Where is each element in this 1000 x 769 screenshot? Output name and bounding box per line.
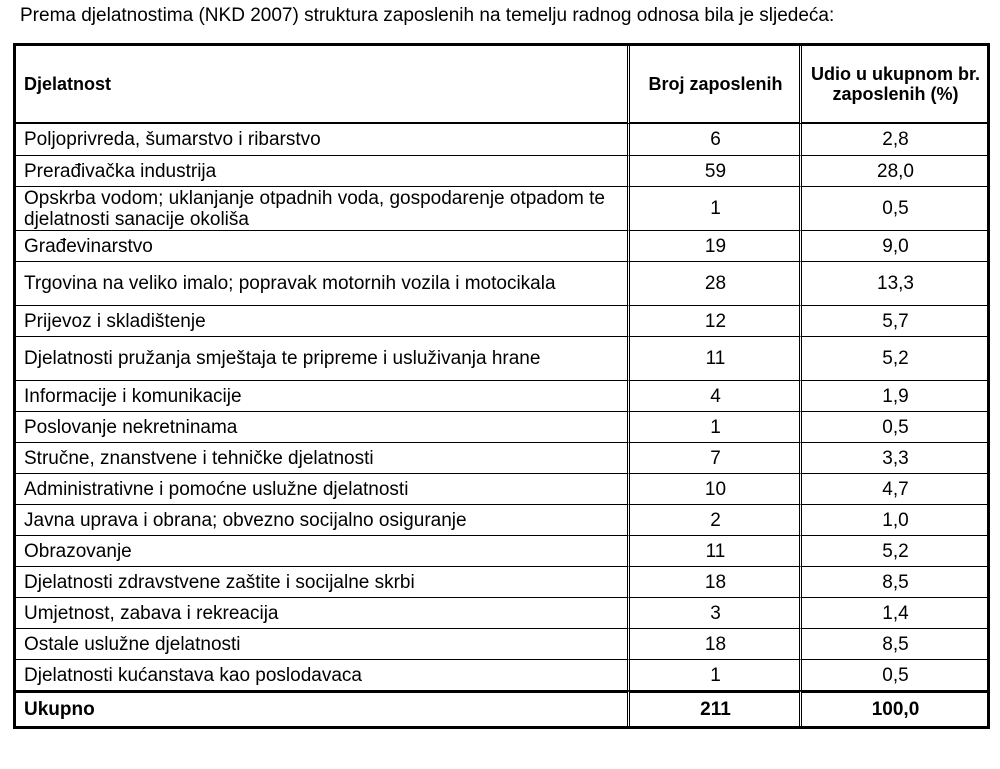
table-row [16,230,987,261]
cell-count: 4 [627,380,799,411]
cell-share: 1,0 [799,504,987,535]
total-share: 100,0 [799,690,987,726]
table-row [16,473,987,504]
cell-activity: Opskrba vodom; uklanjanje otpadnih voda, gospodarenje otpadom te djelatnosti sanacije okoliša [16,186,627,230]
cell-count: 1 [627,186,799,230]
table-header-row [16,46,987,124]
cell-share: 3,3 [799,442,987,473]
cell-count: 1 [627,411,799,442]
cell-share: 13,3 [799,261,987,305]
cell-count: 59 [627,155,799,186]
cell-count: 18 [627,566,799,597]
cell-share: 5,7 [799,305,987,336]
cell-activity: Poljoprivreda, šumarstvo i ribarstvo [24,129,321,150]
cell-count: 1 [627,659,799,690]
cell-share: 0,5 [799,411,987,442]
cell-activity: Djelatnosti kućanstava kao poslodavaca [16,659,627,690]
cell-activity: Informacije i komunikacije [16,380,627,411]
cell-share: 8,5 [799,566,987,597]
cell-count: 18 [627,628,799,659]
table-row [16,155,987,186]
cell-count: 7 [627,442,799,473]
table-row [16,442,987,473]
cell-count: 11 [627,336,799,380]
cell-activity: Stručne, znanstvene i tehničke djelatnosti [16,442,627,473]
cell-share: 8,5 [799,628,987,659]
table-body [16,124,987,690]
table-total-row [16,690,987,726]
table-row [16,261,987,305]
cell-activity: Obrazovanje [16,535,627,566]
cell-count: 19 [627,230,799,261]
table-row [16,566,987,597]
table-row [16,504,987,535]
total-label: Ukupno [16,690,627,726]
table-row [16,628,987,659]
table-row [16,186,987,230]
employment-structure-table [13,43,990,729]
cell-count: 3 [627,597,799,628]
cell-share: 4,7 [799,473,987,504]
cell-activity: Djelatnosti zdravstvene zaštite i socijalne skrbi [16,566,627,597]
table-row [16,336,987,380]
cell-activity: Djelatnosti pružanja smještaja te pripreme i usluživanja hrane [16,336,627,380]
cell-activity: Umjetnost, zabava i rekreacija [16,597,627,628]
cell-share: 28,0 [799,155,987,186]
cell-share: 5,2 [799,336,987,380]
cell-count: 10 [627,473,799,504]
cell-activity: Građevinarstvo [16,230,627,261]
cell-share: 5,2 [799,535,987,566]
table-row [16,535,987,566]
cell-count: 12 [627,305,799,336]
cell-activity: Administrativne i pomoćne uslužne djelatnosti [16,473,627,504]
cell-share: 1,9 [799,380,987,411]
cell-share: 2,8 [799,124,987,155]
header-activity: Djelatnost [16,46,627,124]
table-row [16,597,987,628]
cell-activity: Javna uprava i obrana; obvezno socijalno osiguranje [16,504,627,535]
cell-share: 0,5 [799,186,987,230]
cell-count: 28 [627,261,799,305]
table-row [16,124,987,155]
cell-activity: Prerađivačka industrija [16,155,627,186]
cell-activity: Ostale uslužne djelatnosti [16,628,627,659]
cell-count: 2 [627,504,799,535]
cell-share: 0,5 [799,659,987,690]
header-count: Broj zaposlenih [627,46,799,124]
total-count: 211 [627,690,799,726]
cell-count: 11 [627,535,799,566]
cell-count: 6 [627,124,799,155]
cell-activity: Poslovanje nekretninama [16,411,627,442]
cell-activity: Trgovina na veliko imalo; popravak motornih vozila i motocikala [16,261,627,305]
intro-text: Prema djelatnostima (NKD 2007) struktura zaposlenih na temelju radnog odnosa bila je sljedeća: [20,5,835,26]
cell-activity: Prijevoz i skladištenje [16,305,627,336]
cell-share: 1,4 [799,597,987,628]
table-row [16,305,987,336]
table-row [16,380,987,411]
cell-share: 9,0 [799,230,987,261]
header-share: Udio u ukupnom br. zaposlenih (%) [799,46,987,124]
table-row [16,411,987,442]
table-row [16,659,987,690]
